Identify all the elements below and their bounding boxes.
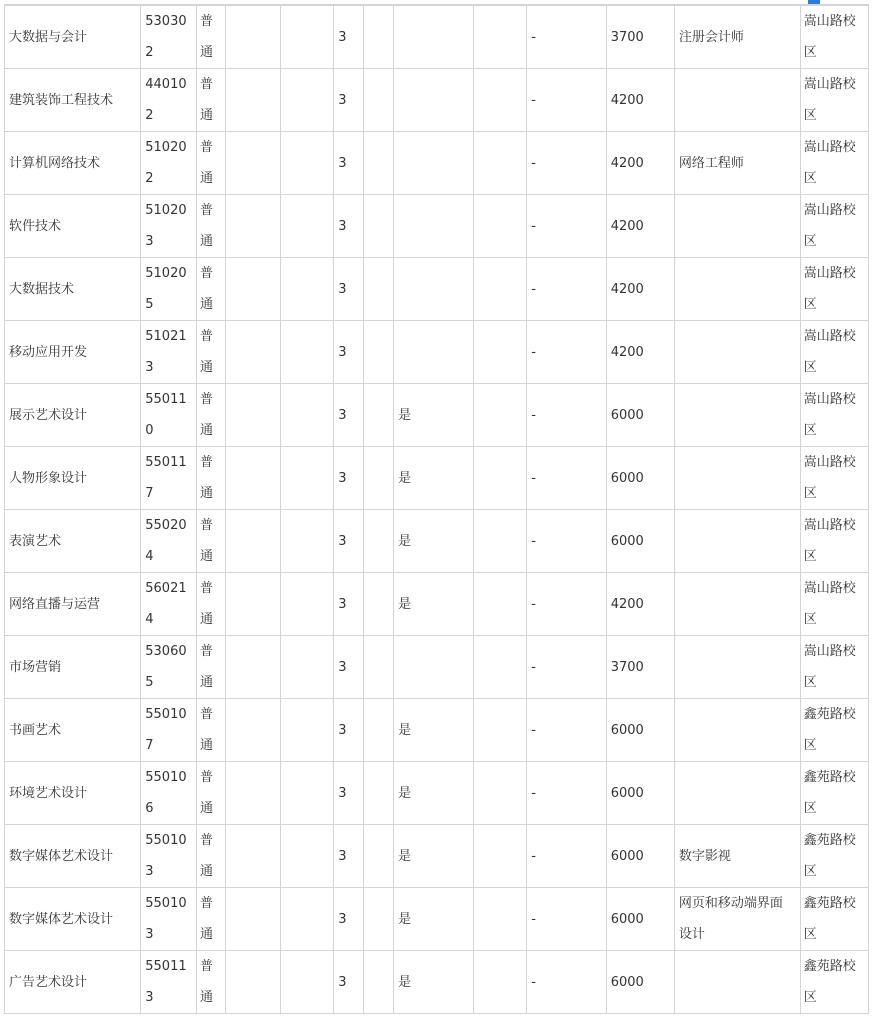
table-row bbox=[5, 762, 869, 825]
dash-cell: - bbox=[527, 825, 606, 888]
empty-cell bbox=[280, 888, 334, 951]
dash-cell: - bbox=[527, 384, 606, 447]
major-name-cell: 软件技术 bbox=[5, 195, 141, 258]
majors-table bbox=[4, 5, 869, 1014]
enrollment-type-cell: 普通 bbox=[196, 321, 225, 384]
specialization-cell bbox=[674, 321, 800, 384]
study-years-cell: 3 bbox=[334, 699, 364, 762]
specialization-cell bbox=[674, 636, 800, 699]
empty-cell bbox=[364, 321, 394, 384]
table-row bbox=[5, 699, 869, 762]
empty-cell bbox=[225, 6, 280, 69]
study-years-cell: 3 bbox=[334, 258, 364, 321]
tuition-fee-cell: 6000 bbox=[606, 384, 674, 447]
campus-cell: 鑫苑路校区 bbox=[800, 951, 868, 1014]
major-code-cell: 510205 bbox=[141, 258, 197, 321]
empty-cell bbox=[280, 825, 334, 888]
art-major-cell: 是 bbox=[394, 699, 473, 762]
empty-cell bbox=[473, 6, 527, 69]
empty-cell bbox=[225, 699, 280, 762]
major-code-cell: 510202 bbox=[141, 132, 197, 195]
specialization-cell: 数字影视 bbox=[674, 825, 800, 888]
tuition-fee-cell: 4200 bbox=[606, 258, 674, 321]
table-row bbox=[5, 321, 869, 384]
tuition-fee-cell: 4200 bbox=[606, 573, 674, 636]
study-years-cell: 3 bbox=[334, 573, 364, 636]
tuition-fee-cell: 6000 bbox=[606, 888, 674, 951]
specialization-cell bbox=[674, 195, 800, 258]
empty-cell bbox=[225, 636, 280, 699]
enrollment-type-cell: 普通 bbox=[196, 510, 225, 573]
specialization-cell bbox=[674, 573, 800, 636]
campus-cell: 嵩山路校区 bbox=[800, 69, 868, 132]
enrollment-type-cell: 普通 bbox=[196, 69, 225, 132]
campus-cell: 嵩山路校区 bbox=[800, 258, 868, 321]
empty-cell bbox=[473, 699, 527, 762]
tuition-fee-cell: 4200 bbox=[606, 195, 674, 258]
tuition-fee-cell: 6000 bbox=[606, 510, 674, 573]
art-major-cell: 是 bbox=[394, 951, 473, 1014]
empty-cell bbox=[364, 699, 394, 762]
art-major-cell bbox=[394, 636, 473, 699]
empty-cell bbox=[473, 69, 527, 132]
empty-cell bbox=[280, 447, 334, 510]
major-name-cell: 表演艺术 bbox=[5, 510, 141, 573]
campus-cell: 鑫苑路校区 bbox=[800, 699, 868, 762]
empty-cell bbox=[225, 951, 280, 1014]
art-major-cell bbox=[394, 321, 473, 384]
dash-cell: - bbox=[527, 762, 606, 825]
empty-cell bbox=[225, 321, 280, 384]
selection-marker bbox=[808, 0, 820, 4]
empty-cell bbox=[225, 573, 280, 636]
majors-table-body bbox=[5, 6, 869, 1014]
study-years-cell: 3 bbox=[334, 447, 364, 510]
study-years-cell: 3 bbox=[334, 825, 364, 888]
empty-cell bbox=[280, 69, 334, 132]
enrollment-type-cell: 普通 bbox=[196, 636, 225, 699]
major-code-cell: 550204 bbox=[141, 510, 197, 573]
art-major-cell bbox=[394, 195, 473, 258]
table-row bbox=[5, 951, 869, 1014]
empty-cell bbox=[225, 258, 280, 321]
specialization-cell: 注册会计师 bbox=[674, 6, 800, 69]
campus-cell: 嵩山路校区 bbox=[800, 6, 868, 69]
art-major-cell: 是 bbox=[394, 573, 473, 636]
major-code-cell: 530605 bbox=[141, 636, 197, 699]
empty-cell bbox=[225, 762, 280, 825]
empty-cell bbox=[280, 636, 334, 699]
dash-cell: - bbox=[527, 132, 606, 195]
empty-cell bbox=[473, 195, 527, 258]
dash-cell: - bbox=[527, 510, 606, 573]
enrollment-type-cell: 普通 bbox=[196, 447, 225, 510]
empty-cell bbox=[280, 699, 334, 762]
empty-cell bbox=[364, 384, 394, 447]
dash-cell: - bbox=[527, 6, 606, 69]
major-name-cell: 书画艺术 bbox=[5, 699, 141, 762]
specialization-cell: 网页和移动端界面设计 bbox=[674, 888, 800, 951]
campus-cell: 嵩山路校区 bbox=[800, 447, 868, 510]
major-code-cell: 550113 bbox=[141, 951, 197, 1014]
art-major-cell bbox=[394, 132, 473, 195]
enrollment-type-cell: 普通 bbox=[196, 195, 225, 258]
major-name-cell: 建筑装饰工程技术 bbox=[5, 69, 141, 132]
empty-cell bbox=[364, 951, 394, 1014]
empty-cell bbox=[225, 510, 280, 573]
art-major-cell bbox=[394, 6, 473, 69]
empty-cell bbox=[225, 195, 280, 258]
empty-cell bbox=[473, 825, 527, 888]
empty-cell bbox=[364, 258, 394, 321]
dash-cell: - bbox=[527, 195, 606, 258]
major-code-cell: 550107 bbox=[141, 699, 197, 762]
major-name-cell: 市场营销 bbox=[5, 636, 141, 699]
enrollment-type-cell: 普通 bbox=[196, 762, 225, 825]
major-code-cell: 530302 bbox=[141, 6, 197, 69]
specialization-cell bbox=[674, 951, 800, 1014]
table-row bbox=[5, 573, 869, 636]
major-name-cell: 人物形象设计 bbox=[5, 447, 141, 510]
specialization-cell bbox=[674, 762, 800, 825]
major-name-cell: 移动应用开发 bbox=[5, 321, 141, 384]
enrollment-type-cell: 普通 bbox=[196, 573, 225, 636]
empty-cell bbox=[473, 636, 527, 699]
empty-cell bbox=[280, 510, 334, 573]
tuition-fee-cell: 6000 bbox=[606, 825, 674, 888]
art-major-cell: 是 bbox=[394, 384, 473, 447]
enrollment-type-cell: 普通 bbox=[196, 6, 225, 69]
table-row bbox=[5, 132, 869, 195]
campus-cell: 嵩山路校区 bbox=[800, 195, 868, 258]
major-name-cell: 大数据技术 bbox=[5, 258, 141, 321]
empty-cell bbox=[473, 573, 527, 636]
dash-cell: - bbox=[527, 321, 606, 384]
major-name-cell: 数字媒体艺术设计 bbox=[5, 888, 141, 951]
major-code-cell: 510213 bbox=[141, 321, 197, 384]
empty-cell bbox=[364, 573, 394, 636]
study-years-cell: 3 bbox=[334, 321, 364, 384]
enrollment-type-cell: 普通 bbox=[196, 258, 225, 321]
empty-cell bbox=[364, 825, 394, 888]
study-years-cell: 3 bbox=[334, 636, 364, 699]
empty-cell bbox=[225, 447, 280, 510]
empty-cell bbox=[280, 762, 334, 825]
empty-cell bbox=[225, 825, 280, 888]
art-major-cell: 是 bbox=[394, 825, 473, 888]
empty-cell bbox=[225, 69, 280, 132]
campus-cell: 嵩山路校区 bbox=[800, 510, 868, 573]
tuition-fee-cell: 3700 bbox=[606, 636, 674, 699]
specialization-cell bbox=[674, 699, 800, 762]
study-years-cell: 3 bbox=[334, 132, 364, 195]
dash-cell: - bbox=[527, 636, 606, 699]
study-years-cell: 3 bbox=[334, 69, 364, 132]
enrollment-type-cell: 普通 bbox=[196, 132, 225, 195]
study-years-cell: 3 bbox=[334, 762, 364, 825]
empty-cell bbox=[280, 258, 334, 321]
dash-cell: - bbox=[527, 69, 606, 132]
enrollment-type-cell: 普通 bbox=[196, 888, 225, 951]
major-name-cell: 网络直播与运营 bbox=[5, 573, 141, 636]
empty-cell bbox=[364, 447, 394, 510]
empty-cell bbox=[364, 132, 394, 195]
major-name-cell: 展示艺术设计 bbox=[5, 384, 141, 447]
empty-cell bbox=[364, 888, 394, 951]
empty-cell bbox=[473, 321, 527, 384]
campus-cell: 鑫苑路校区 bbox=[800, 825, 868, 888]
empty-cell bbox=[280, 132, 334, 195]
enrollment-type-cell: 普通 bbox=[196, 951, 225, 1014]
empty-cell bbox=[280, 573, 334, 636]
study-years-cell: 3 bbox=[334, 384, 364, 447]
study-years-cell: 3 bbox=[334, 951, 364, 1014]
empty-cell bbox=[473, 888, 527, 951]
empty-cell bbox=[280, 951, 334, 1014]
dash-cell: - bbox=[527, 258, 606, 321]
specialization-cell bbox=[674, 447, 800, 510]
table-row bbox=[5, 384, 869, 447]
art-major-cell bbox=[394, 69, 473, 132]
empty-cell bbox=[364, 69, 394, 132]
empty-cell bbox=[280, 6, 334, 69]
major-code-cell: 550103 bbox=[141, 825, 197, 888]
campus-cell: 嵩山路校区 bbox=[800, 636, 868, 699]
art-major-cell: 是 bbox=[394, 447, 473, 510]
dash-cell: - bbox=[527, 951, 606, 1014]
table-row bbox=[5, 69, 869, 132]
table-row bbox=[5, 510, 869, 573]
empty-cell bbox=[473, 762, 527, 825]
major-name-cell: 计算机网络技术 bbox=[5, 132, 141, 195]
specialization-cell bbox=[674, 258, 800, 321]
art-major-cell: 是 bbox=[394, 762, 473, 825]
tuition-fee-cell: 6000 bbox=[606, 447, 674, 510]
major-code-cell: 550106 bbox=[141, 762, 197, 825]
art-major-cell: 是 bbox=[394, 888, 473, 951]
empty-cell bbox=[364, 195, 394, 258]
enrollment-type-cell: 普通 bbox=[196, 384, 225, 447]
dash-cell: - bbox=[527, 573, 606, 636]
empty-cell bbox=[364, 510, 394, 573]
study-years-cell: 3 bbox=[334, 888, 364, 951]
table-row bbox=[5, 888, 869, 951]
dash-cell: - bbox=[527, 888, 606, 951]
table-row bbox=[5, 6, 869, 69]
dash-cell: - bbox=[527, 699, 606, 762]
campus-cell: 嵩山路校区 bbox=[800, 384, 868, 447]
major-code-cell: 510203 bbox=[141, 195, 197, 258]
empty-cell bbox=[473, 510, 527, 573]
tuition-fee-cell: 3700 bbox=[606, 6, 674, 69]
empty-cell bbox=[364, 636, 394, 699]
tuition-fee-cell: 6000 bbox=[606, 762, 674, 825]
tuition-fee-cell: 6000 bbox=[606, 699, 674, 762]
art-major-cell: 是 bbox=[394, 510, 473, 573]
campus-cell: 嵩山路校区 bbox=[800, 573, 868, 636]
empty-cell bbox=[225, 132, 280, 195]
major-code-cell: 440102 bbox=[141, 69, 197, 132]
empty-cell bbox=[473, 384, 527, 447]
enrollment-type-cell: 普通 bbox=[196, 699, 225, 762]
empty-cell bbox=[364, 762, 394, 825]
study-years-cell: 3 bbox=[334, 6, 364, 69]
campus-cell: 鑫苑路校区 bbox=[800, 888, 868, 951]
empty-cell bbox=[473, 951, 527, 1014]
empty-cell bbox=[473, 132, 527, 195]
major-code-cell: 560214 bbox=[141, 573, 197, 636]
tuition-fee-cell: 4200 bbox=[606, 321, 674, 384]
tuition-fee-cell: 6000 bbox=[606, 951, 674, 1014]
empty-cell bbox=[280, 195, 334, 258]
tuition-fee-cell: 4200 bbox=[606, 69, 674, 132]
empty-cell bbox=[280, 321, 334, 384]
empty-cell bbox=[225, 384, 280, 447]
specialization-cell: 网络工程师 bbox=[674, 132, 800, 195]
campus-cell: 嵩山路校区 bbox=[800, 132, 868, 195]
major-name-cell: 环境艺术设计 bbox=[5, 762, 141, 825]
empty-cell bbox=[473, 447, 527, 510]
study-years-cell: 3 bbox=[334, 195, 364, 258]
specialization-cell bbox=[674, 69, 800, 132]
major-code-cell: 550117 bbox=[141, 447, 197, 510]
empty-cell bbox=[364, 6, 394, 69]
table-row bbox=[5, 195, 869, 258]
specialization-cell bbox=[674, 510, 800, 573]
major-name-cell: 广告艺术设计 bbox=[5, 951, 141, 1014]
empty-cell bbox=[225, 888, 280, 951]
major-code-cell: 550110 bbox=[141, 384, 197, 447]
empty-cell bbox=[280, 384, 334, 447]
table-row bbox=[5, 825, 869, 888]
major-name-cell: 大数据与会计 bbox=[5, 6, 141, 69]
major-name-cell: 数字媒体艺术设计 bbox=[5, 825, 141, 888]
empty-cell bbox=[473, 258, 527, 321]
art-major-cell bbox=[394, 258, 473, 321]
campus-cell: 嵩山路校区 bbox=[800, 321, 868, 384]
enrollment-type-cell: 普通 bbox=[196, 825, 225, 888]
tuition-fee-cell: 4200 bbox=[606, 132, 674, 195]
table-row bbox=[5, 636, 869, 699]
dash-cell: - bbox=[527, 447, 606, 510]
table-row bbox=[5, 447, 869, 510]
campus-cell: 鑫苑路校区 bbox=[800, 762, 868, 825]
study-years-cell: 3 bbox=[334, 510, 364, 573]
specialization-cell bbox=[674, 384, 800, 447]
table-row bbox=[5, 258, 869, 321]
major-code-cell: 550103 bbox=[141, 888, 197, 951]
